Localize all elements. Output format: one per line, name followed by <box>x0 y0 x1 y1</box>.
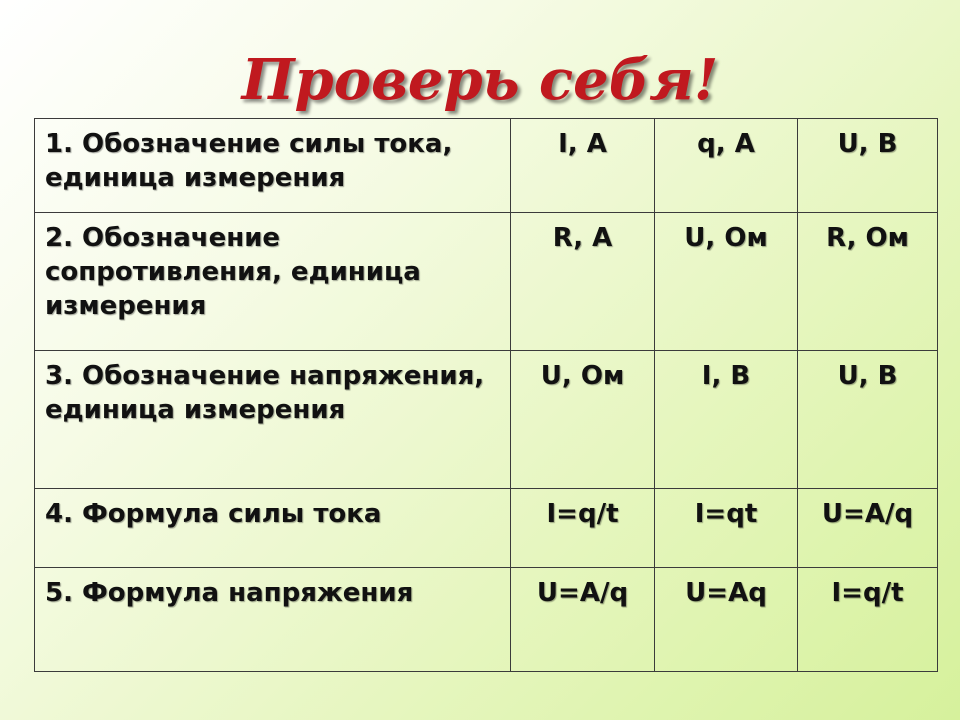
answer-option-cell[interactable]: U, B <box>798 351 938 489</box>
quiz-table <box>34 118 938 672</box>
answer-option-cell[interactable]: I, B <box>655 351 798 489</box>
answer-option-cell[interactable]: U, B <box>798 119 938 213</box>
answer-option-cell[interactable]: R, Ом <box>798 213 938 351</box>
question-cell: 2. Обозначение сопротивления, единица измерения <box>35 213 511 351</box>
table-row <box>35 351 938 489</box>
answer-option-cell[interactable]: U, Ом <box>511 351 655 489</box>
table-row <box>35 213 938 351</box>
question-cell: 5. Формула напряжения <box>35 568 511 672</box>
answer-option-cell[interactable]: R, A <box>511 213 655 351</box>
table-row <box>35 119 938 213</box>
answer-option-cell[interactable]: I=q/t <box>511 489 655 568</box>
table-row <box>35 568 938 672</box>
question-cell: 4. Формула силы тока <box>35 489 511 568</box>
answer-option-cell[interactable]: U=A/q <box>798 489 938 568</box>
answer-option-cell[interactable]: I=qt <box>655 489 798 568</box>
question-cell: 1. Обозначение силы тока, единица измерения <box>35 119 511 213</box>
answer-option-cell[interactable]: U=A/q <box>511 568 655 672</box>
answer-option-cell[interactable]: I=q/t <box>798 568 938 672</box>
answer-option-cell[interactable]: U, Ом <box>655 213 798 351</box>
answer-option-cell[interactable]: I, A <box>511 119 655 213</box>
answer-option-cell[interactable]: q, A <box>655 119 798 213</box>
answer-option-cell[interactable]: U=Aq <box>655 568 798 672</box>
page-title: Проверь себя! <box>241 47 719 113</box>
question-cell: 3. Обозначение напряжения, единица измерения <box>35 351 511 489</box>
table-row <box>35 489 938 568</box>
